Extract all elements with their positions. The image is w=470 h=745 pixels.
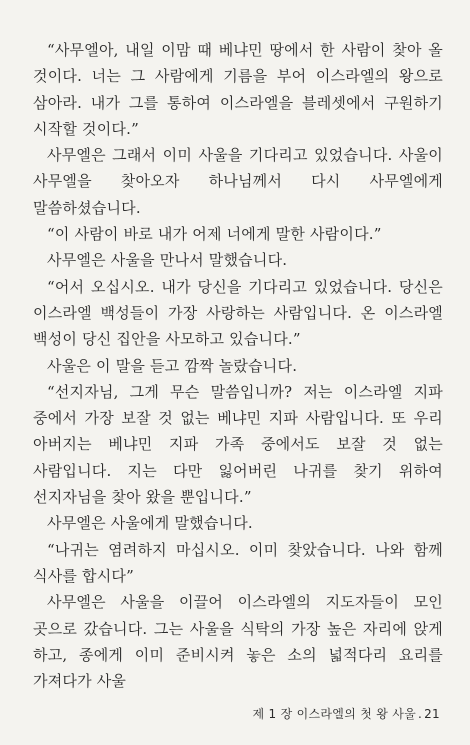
paragraph-4: 사무엘은 사울을 만나서 말했습니다. [47,251,288,270]
paragraph-7: “선지자님, 그게 무슨 말씀입니까? 저는 이스라엘 지파 중에서 가장 보잘 것 없는 베냐민 지파 사람입니다. 또 우리 아버지는 베냐민 지파 가족 중에서도 보잘 것 없는 사람입니다. 지는 다만 잃어버린 나귀를 찾기 위하여 선지자님을 찾아 왔을 뿐입니다.” [33,382,443,507]
paragraph-1: “사무엘아, 내일 이맘 때 베냐민 땅에서 한 사람이 찾아 올 것이다. 너는 그 사람에게 기름을 부어 이스라엘의 왕으로 삼아라. 내가 그를 통하여 이스라엘을 블레셋에서 구원하기 시작할 것이다.” [33,41,443,138]
paragraph-2: 사무엘은 그래서 이미 사울을 기다리고 있었습니다. 사울이 사무엘을 찾아오자 하나님께서 다시 사무엘에게 말씀하셨습니다. [33,146,443,217]
running-footer [253,705,440,722]
paragraph-8: 사무엘은 사울에게 말했습니다. [47,514,253,533]
paragraph-9: “나귀는 염려하지 마십시오. 이미 찾았습니다. 나와 함께 식사를 합시다” [33,540,443,585]
paragraph-6: 사울은 이 말을 듣고 깜짝 놀랐습니다. [47,356,298,375]
paragraph-3: “이 사람이 바로 내가 어제 너에게 말한 사람이다.” [47,225,382,244]
paragraph-10: 사무엘은 사울을 이끌어 이스라엘의 지도자들이 모인 곳으로 갔습니다. 그는 사울을 식탁의 가장 높은 자리에 앉게 하고, 종에게 이미 준비시켜 놓은 소의 넓적다리 요리를 가져다가 사울 [33,593,443,691]
footer-separator: . [418,707,423,721]
body-text [33,37,443,694]
chapter-label: 제 1 장 [252,707,293,721]
chapter-title: 이스라엘의 첫 왕 사울 [296,707,416,721]
paragraph-5: “어서 오십시오. 내가 당신을 기다리고 있었습니다. 당신은 이스라엘 백성들이 가장 사랑하는 사람입니다. 온 이스라엘 백성이 당신 집안을 사모하고 있습니다.” [33,277,443,349]
page-number: 21 [424,707,440,721]
